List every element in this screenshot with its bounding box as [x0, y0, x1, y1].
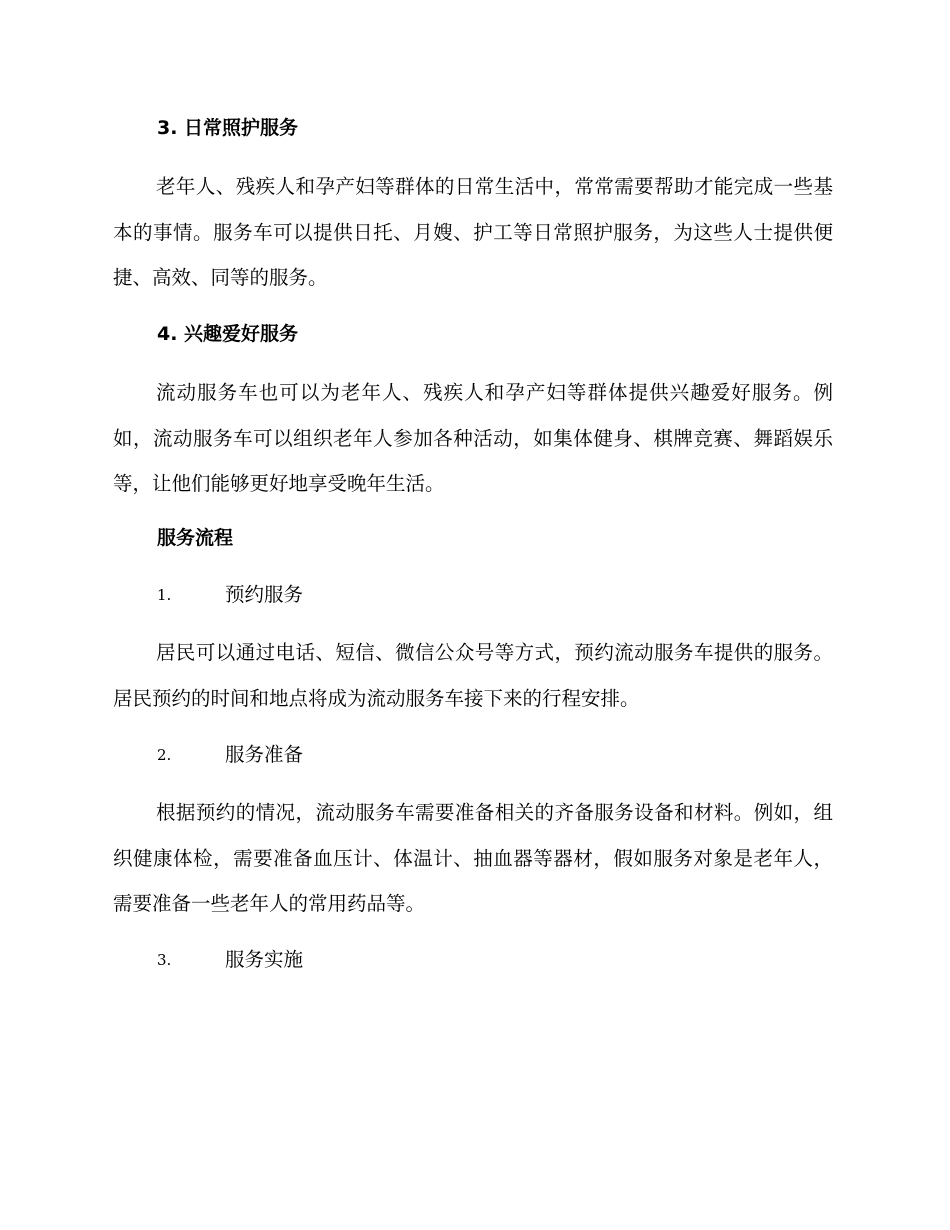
daily-care-paragraph: 老年人、残疾人和孕产妇等群体的日常生活中，常常需要帮助才能完成一些基本的事情。服务车可以提供日托、月嫂、护工等日常照护服务，为这些人士提供便捷、高效、同等的服务。 — [113, 175, 833, 289]
step-1-paragraph: 居民可以通过电话、短信、微信公众号等方式，预约流动服务车提供的服务。居民预约的时间和地点将成为流动服务车接下来的行程安排。 — [113, 641, 833, 710]
step-label: 服务实施 — [225, 948, 304, 971]
section-heading-hobby: 4. 兴趣爱好服务 — [157, 323, 299, 345]
step-label: 服务准备 — [225, 743, 304, 766]
step-label: 预约服务 — [225, 583, 304, 606]
hobby-paragraph: 流动服务车也可以为老年人、残疾人和孕产妇等群体提供兴趣爱好服务。例如，流动服务车可以组织老年人参加各种活动，如集体健身、棋牌竞赛、舞蹈娱乐等，让他们能够更好地享受晚年生活。 — [113, 381, 833, 495]
step-2-paragraph: 根据预约的情况，流动服务车需要准备相关的齐备服务设备和材料。例如，组织健康体检，需要准备血压计、体温计、抽血器等器材，假如服务对象是老年人，需要准备一些老年人的常用药品等。 — [113, 801, 833, 915]
step-number: 2. — [157, 746, 172, 764]
step-number: 3. — [157, 951, 172, 969]
step-number: 1. — [157, 586, 172, 604]
section-heading-daily-care: 3. 日常照护服务 — [157, 117, 299, 139]
process-heading: 服务流程 — [157, 527, 234, 549]
